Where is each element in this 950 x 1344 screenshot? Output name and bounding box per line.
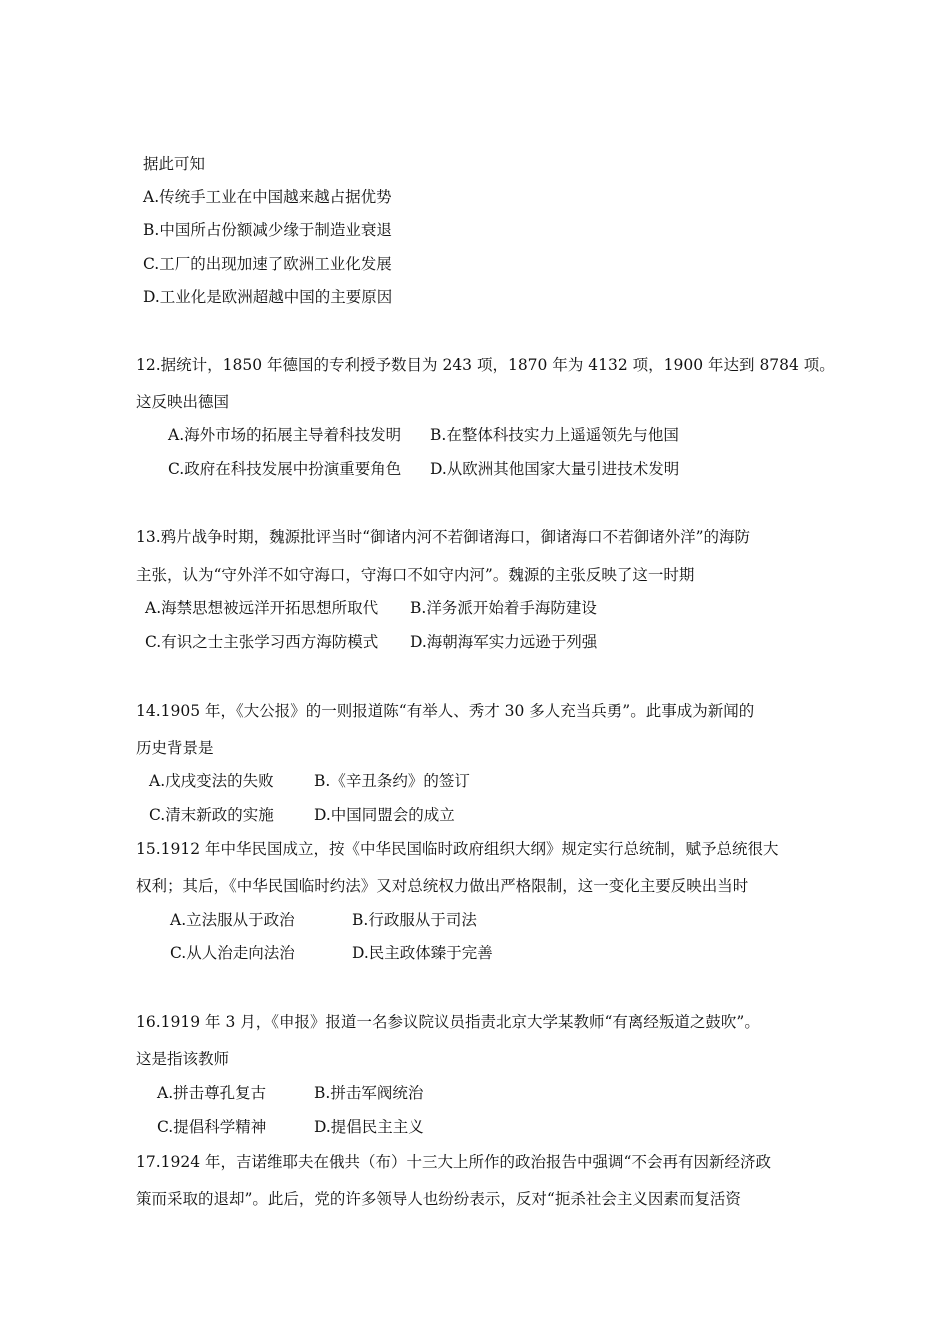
q12-stem-line2: 这反映出德国 [136, 393, 230, 411]
q14-stem-line1: 14.1905 年，《大公报》的一则报道陈“有举人、秀才 30 多人充当兵勇”。此事成为新闻的 [136, 702, 755, 720]
q15-option-c: C.从人治走向法治 [170, 944, 295, 962]
q13-stem-line2: 主张，认为“守外洋不如守海口，守海口不如守内河”。魏源的主张反映了这一时期 [136, 566, 695, 584]
q13-option-a: A.海禁思想被远洋开拓思想所取代 [145, 599, 379, 617]
q17-stem-line1: 17.1924 年，吉诺维耶夫在俄共（布）十三大上所作的政治报告中强调“不会再有因新经济政 [136, 1153, 771, 1171]
q15-option-a: A.立法服从于政治 [170, 911, 295, 929]
q16-option-c: C.提倡科学精神 [157, 1118, 267, 1136]
q15-stem-line2: 权利；其后，《中华民国临时约法》又对总统权力做出严格限制，这一变化主要反映出当时 [136, 877, 749, 895]
q16-option-a: A.拼击尊孔复古 [157, 1084, 267, 1102]
q14-stem-line2: 历史背景是 [136, 739, 214, 757]
q16-stem-line1: 16.1919 年 3 月，《申报》报道一名参议院议员指责北京大学某教师“有离经叛道之鼓吹”。 [136, 1013, 760, 1031]
q14-option-b: B.《辛丑条约》的签订 [314, 772, 470, 790]
q14-option-a: A.戊戌变法的失败 [149, 772, 274, 790]
q11-option-a: A.传统手工业在中国越来越占据优势 [143, 188, 392, 206]
q16-option-d: D.提倡民主主义 [314, 1118, 424, 1136]
q12-option-a: A.海外市场的拓展主导着科技发明 [168, 426, 402, 444]
q11-option-c: C.工厂的出现加速了欧洲工业化发展 [143, 255, 392, 273]
q14-option-c: C.清末新政的实施 [149, 806, 274, 824]
q17-stem-line2: 策而采取的退却”。此后，党的许多领导人也纷纷表示，反对“扼杀社会主义因素而复活资 [136, 1190, 741, 1208]
q13-stem-line1: 13.鸦片战争时期，魏源批评当时“御诸内河不若御诸海口，御诸海口不若御诸外洋”的海防 [136, 528, 751, 546]
q14-option-d: D.中国同盟会的成立 [314, 806, 455, 824]
q16-stem-line2: 这是指该教师 [136, 1050, 230, 1068]
q15-stem-line1: 15.1912 年中华民国成立，按《中华民国临时政府组织大纲》规定实行总统制，赋予总统很大 [136, 840, 779, 858]
q11-option-b: B.中国所占份额减少缘于制造业衰退 [143, 221, 392, 239]
q11-option-d: D.工业化是欧洲超越中国的主要原因 [143, 288, 393, 306]
q13-option-c: C.有识之士主张学习西方海防模式 [145, 633, 379, 651]
q13-option-b: B.洋务派开始着手海防建设 [410, 599, 597, 617]
q15-option-d: D.民主政体臻于完善 [352, 944, 493, 962]
q16-option-b: B.拼击军阀统治 [314, 1084, 424, 1102]
q12-option-c: C.政府在科技发展中扮演重要角色 [168, 460, 402, 478]
q15-option-b: B.行政服从于司法 [352, 911, 477, 929]
q12-option-b: B.在整体科技实力上遥遥领先与他国 [430, 426, 679, 444]
q12-stem-line1: 12.据统计，1850 年德国的专利授予数目为 243 项，1870 年为 4132 项，1900 年达到 8784 项。 [136, 356, 835, 374]
q11-stem-tail: 据此可知 [143, 155, 206, 173]
q12-option-d: D.从欧洲其他国家大量引进技术发明 [430, 460, 680, 478]
q13-option-d: D.海朝海军实力远逊于列强 [410, 633, 598, 651]
